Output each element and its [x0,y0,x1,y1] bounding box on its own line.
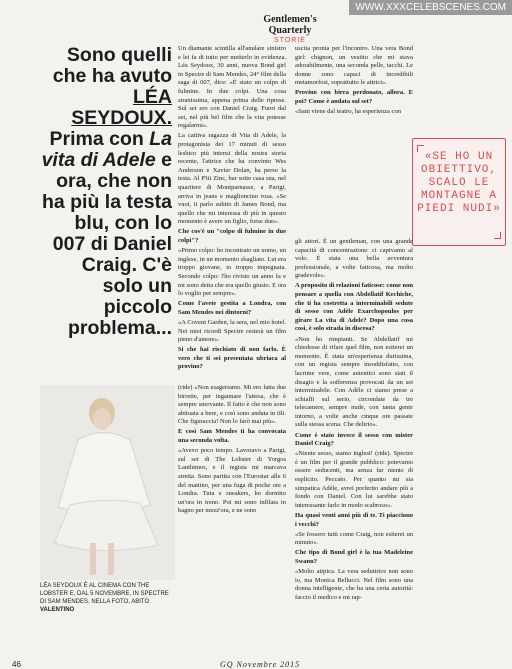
paragraph: (ride) «Non esageriamo. Mi ero fatta due birrette, per ingannare l'attesa, che è sempre snervante. Il fatto è che non sono abituata a bere, e così sono andata in tilt. Che figuraccia! Non lo farò mai più». [178,384,286,426]
paragraph: gli attori. È un gentleman, con una grande capacità di concentrazione: ci capivamo al volo. È stata una bella avventura professionale, a volte faticosa, ma molto gradevole». [295,238,413,280]
paragraph: La cattiva ragazza di Vita di Adele, la protagonista dei 17 minuti di sesso lesbico più intensi della nostra storia recente, l'attrice che ha convinto Wes Anderson e Xavier Dolan, ha perso la testa. Al P'tit Zinc, bar sotto casa sua, nel quartiere di Montparnasse, a Parigi, arriva in jeans e maglioncino rosa. «Se vuoi, ti parlo subito di James Bond, ma quello che mi interessa di più in questo momento è avere un figlio, forse due». [178,132,286,226]
corner-close-icon [494,232,501,239]
photo-actress [40,385,175,580]
caption-text: LÉA SEYDOUX È AL CINEMA CON THE LOBSTER E, DAL 5 NOVEMBRE, IN SPECTRE DI SAM MENDES. NELLA FOTO, ABITO [40,583,169,605]
paragraph: «Primo colpo: ho incontrato un uomo, un inglese, in un momento sbagliato. Lui era troppo giovane, io troppo impegnata. Secondo colpo: l'ho rivisto un anno fa e mi sono detta che era quello giusto. E ora lo voglio per sempre». [178,247,286,298]
page-number: 46 [12,660,21,669]
headline-part-c: e ora, che non ha più la testa blu, con lo 007 di Daniel Craig. C'è solo un piccolo problema... [41,149,172,339]
watermark: WWW.XXXCELEBSCENES.COM [349,0,512,15]
column-2-top [295,45,413,235]
headline-part-b: Prima con [49,128,144,150]
headline-part-a: Sono quelli che ha avuto [52,44,172,87]
magazine-issue: GQ Novembre 2015 [220,660,301,669]
pull-quote-text: «SE HO UN OBIETTIVO, SCALO LE MONTAGNE A PIEDI NUDI» [417,151,501,215]
question: Come è stato invece il sesso con mister Daniel Craig? [295,431,413,448]
caption-brand: VALENTINO [40,607,75,613]
headline-film: La vita di Adele [41,128,172,171]
paragraph: uscita pronta per l'incontro. Una vera Bond girl: chignon, un vestito che mi stava adorabilmente, una seconda pelle, tacchi. Le donne sono capaci di incredibili metamorfosi, soprattutto le attrici». [295,45,413,87]
header-title-line1: Gentlemen's [263,14,317,25]
question: Provino con birra perdonato, allora. E poi? Come è andata sul set? [295,89,413,106]
question: A proposito di relazioni faticose: come non pensare a quella con Abdellatif Kechiche, che ti ha costretta a interminabili sedute di sesso con Adèle Exarchopoulos per girare La vita di Adele? Dopo una cosa così, è solo strada in discesa? [295,282,413,333]
paragraph: «Avevo poco tempo. Lavoravo a Parigi, sul set di The Lobster di Yorgos Lanthimos, e il regista mi marcava stretta. Sono partita con l'Eurostar alle 6 del mattino, per una fuga di poche ore a Londra. Tuta e sneakers, ho dormito un'ora in treno. Poi mi sono infilata in bagno per mezz'ora, e ne sono [178,447,286,515]
column-2-bottom [295,238,413,628]
paragraph: «Niente sesso, siamo inglesi! (ride). Spectre è un film per il grande pubblico: potevamo essere seducenti, ma senza far niente di esplicito. Peccato. Per quanto mi sia simpatica Adèle, avrei preferito andare più a fondo con Daniel. Con lui sarebbe stato interessante farlo in modo scabroso». [295,450,413,509]
photo-illustration [40,385,175,580]
question: Come l'avete gestita a Londra, con Sam Mendes nei dintorni? [178,300,286,316]
question: Ha quasi venti anni più di te. Ti piacciono i vecchi? [295,511,413,528]
pull-quote [412,138,506,246]
section-label: STORIE [274,37,306,44]
paragraph: «Sam viene dal teatro, ha esperienza con [295,108,401,116]
question: Che cos'è un "colpo di fulmine in due colpi"? [178,228,286,245]
corner-open-icon [417,145,424,152]
paragraph: «Se fossero tutti come Craig, non esiterei un minuto». [295,530,413,547]
question: Che tipo di Bond girl è la tua Madeleine Swann? [295,549,413,565]
headline-name: LÉA SEYDOUX. [71,86,172,129]
paragraph: «A Covent Garden, la sera, nel mio hotel. Nei miei ricordi Spectre resterà un film pieno d'amore». [178,318,286,344]
section-header [240,14,340,45]
header-title-line2: Quarterly [268,25,312,36]
column-1-lower [178,384,286,634]
paragraph: «Non ho rimpianti. Se Abdellatif mi chiedesse di rifare quel film, non esiterei un momento. È stata un'esperienza durissima, con un regista sempre insoddisfatto, con lacrime vere, come autentici sono stati il disagio e la sofferenza provocati da un set interminabile. Con Adèle ci siamo prese a schiaffi sul serio, circondate da tre telecamere, sempre nude, con tanta gente intorno, a volte anche cinque ore passate sulla stessa scena. Che delirio». [295,335,413,429]
photo-caption [40,582,175,614]
column-1 [178,45,286,371]
paragraph: Un diamante scintilla all'anulare sinistro e lei fa di tutto per metterlo in evidenza. Léa Seydoux, 30 anni, nuova Bond girl in Spectre di Sam Mendes, 24° film della saga di 007, dice: «È stato un colpo di fulmine. In due colpi. Una cosa stranissima, appena prima delle riprese. Sul set ero con Daniel Craig. Fuori dal set, nel più bel film che la vita potesse regalarmi». [178,45,286,130]
paragraph: «Molto atipica. La vera seduttrice non sono io, ma Monica Bellucci. Nel film sono una donna intelligente, che ha una certa autorità: faccio il medico e mi rap- [295,567,413,601]
question: E così Sam Mendes ti ha convocata una seconda volta. [178,428,286,445]
question: Si che hai rischiato di non farlo. È vero che ti sei presentata ubriaca al provino? [178,346,286,371]
headline [40,45,172,339]
